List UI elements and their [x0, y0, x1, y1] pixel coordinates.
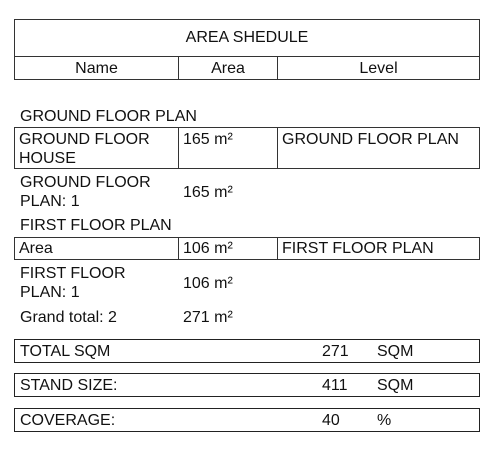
schedule-title: AREA SHEDULE [185, 29, 309, 46]
grand-total-name: Grand total: 2 [20, 309, 117, 326]
column-header-level: Level [277, 56, 480, 80]
summary-label: TOTAL SQM [20, 343, 111, 360]
summary-unit: SQM [377, 343, 414, 360]
summary-label: COVERAGE: [20, 412, 116, 429]
row-name-ground-floor-house [14, 127, 179, 169]
row-level-area: FIRST FLOOR PLAN [277, 237, 480, 260]
summary-total-sqm [14, 339, 480, 363]
group-heading-ground-floor: GROUND FLOOR PLAN [20, 108, 197, 125]
grand-total-area: 271 m² [183, 309, 233, 326]
summary-value: 411 [322, 377, 348, 394]
summary-value: 271 [322, 343, 349, 360]
summary-unit: % [377, 412, 392, 429]
row-name-text: GROUND FLOOR HOUSE [19, 131, 150, 167]
summary-value: 40 [322, 412, 340, 429]
group-heading-first-floor: FIRST FLOOR PLAN [20, 217, 172, 234]
column-header-name: Name [14, 56, 179, 80]
summary-label: STAND SIZE: [20, 377, 118, 394]
summary-coverage [14, 408, 480, 432]
schedule-title-box [14, 19, 480, 57]
summary-stand-size [14, 373, 480, 397]
subtotal-area-ground-floor: 165 m² [183, 184, 233, 201]
summary-unit: SQM [377, 377, 414, 394]
subtotal-area-first-floor: 106 m² [183, 275, 233, 292]
row-area-area: 106 m² [178, 237, 278, 260]
subtotal-name-ground-floor: GROUND FLOOR PLAN: 1 [20, 174, 151, 210]
row-name-area: Area [14, 237, 179, 260]
column-header-area: Area [178, 56, 278, 80]
subtotal-name-first-floor: FIRST FLOOR PLAN: 1 [20, 265, 126, 301]
row-level-ground-floor-house: GROUND FLOOR PLAN [277, 127, 480, 169]
row-area-ground-floor-house: 165 m² [178, 127, 278, 169]
